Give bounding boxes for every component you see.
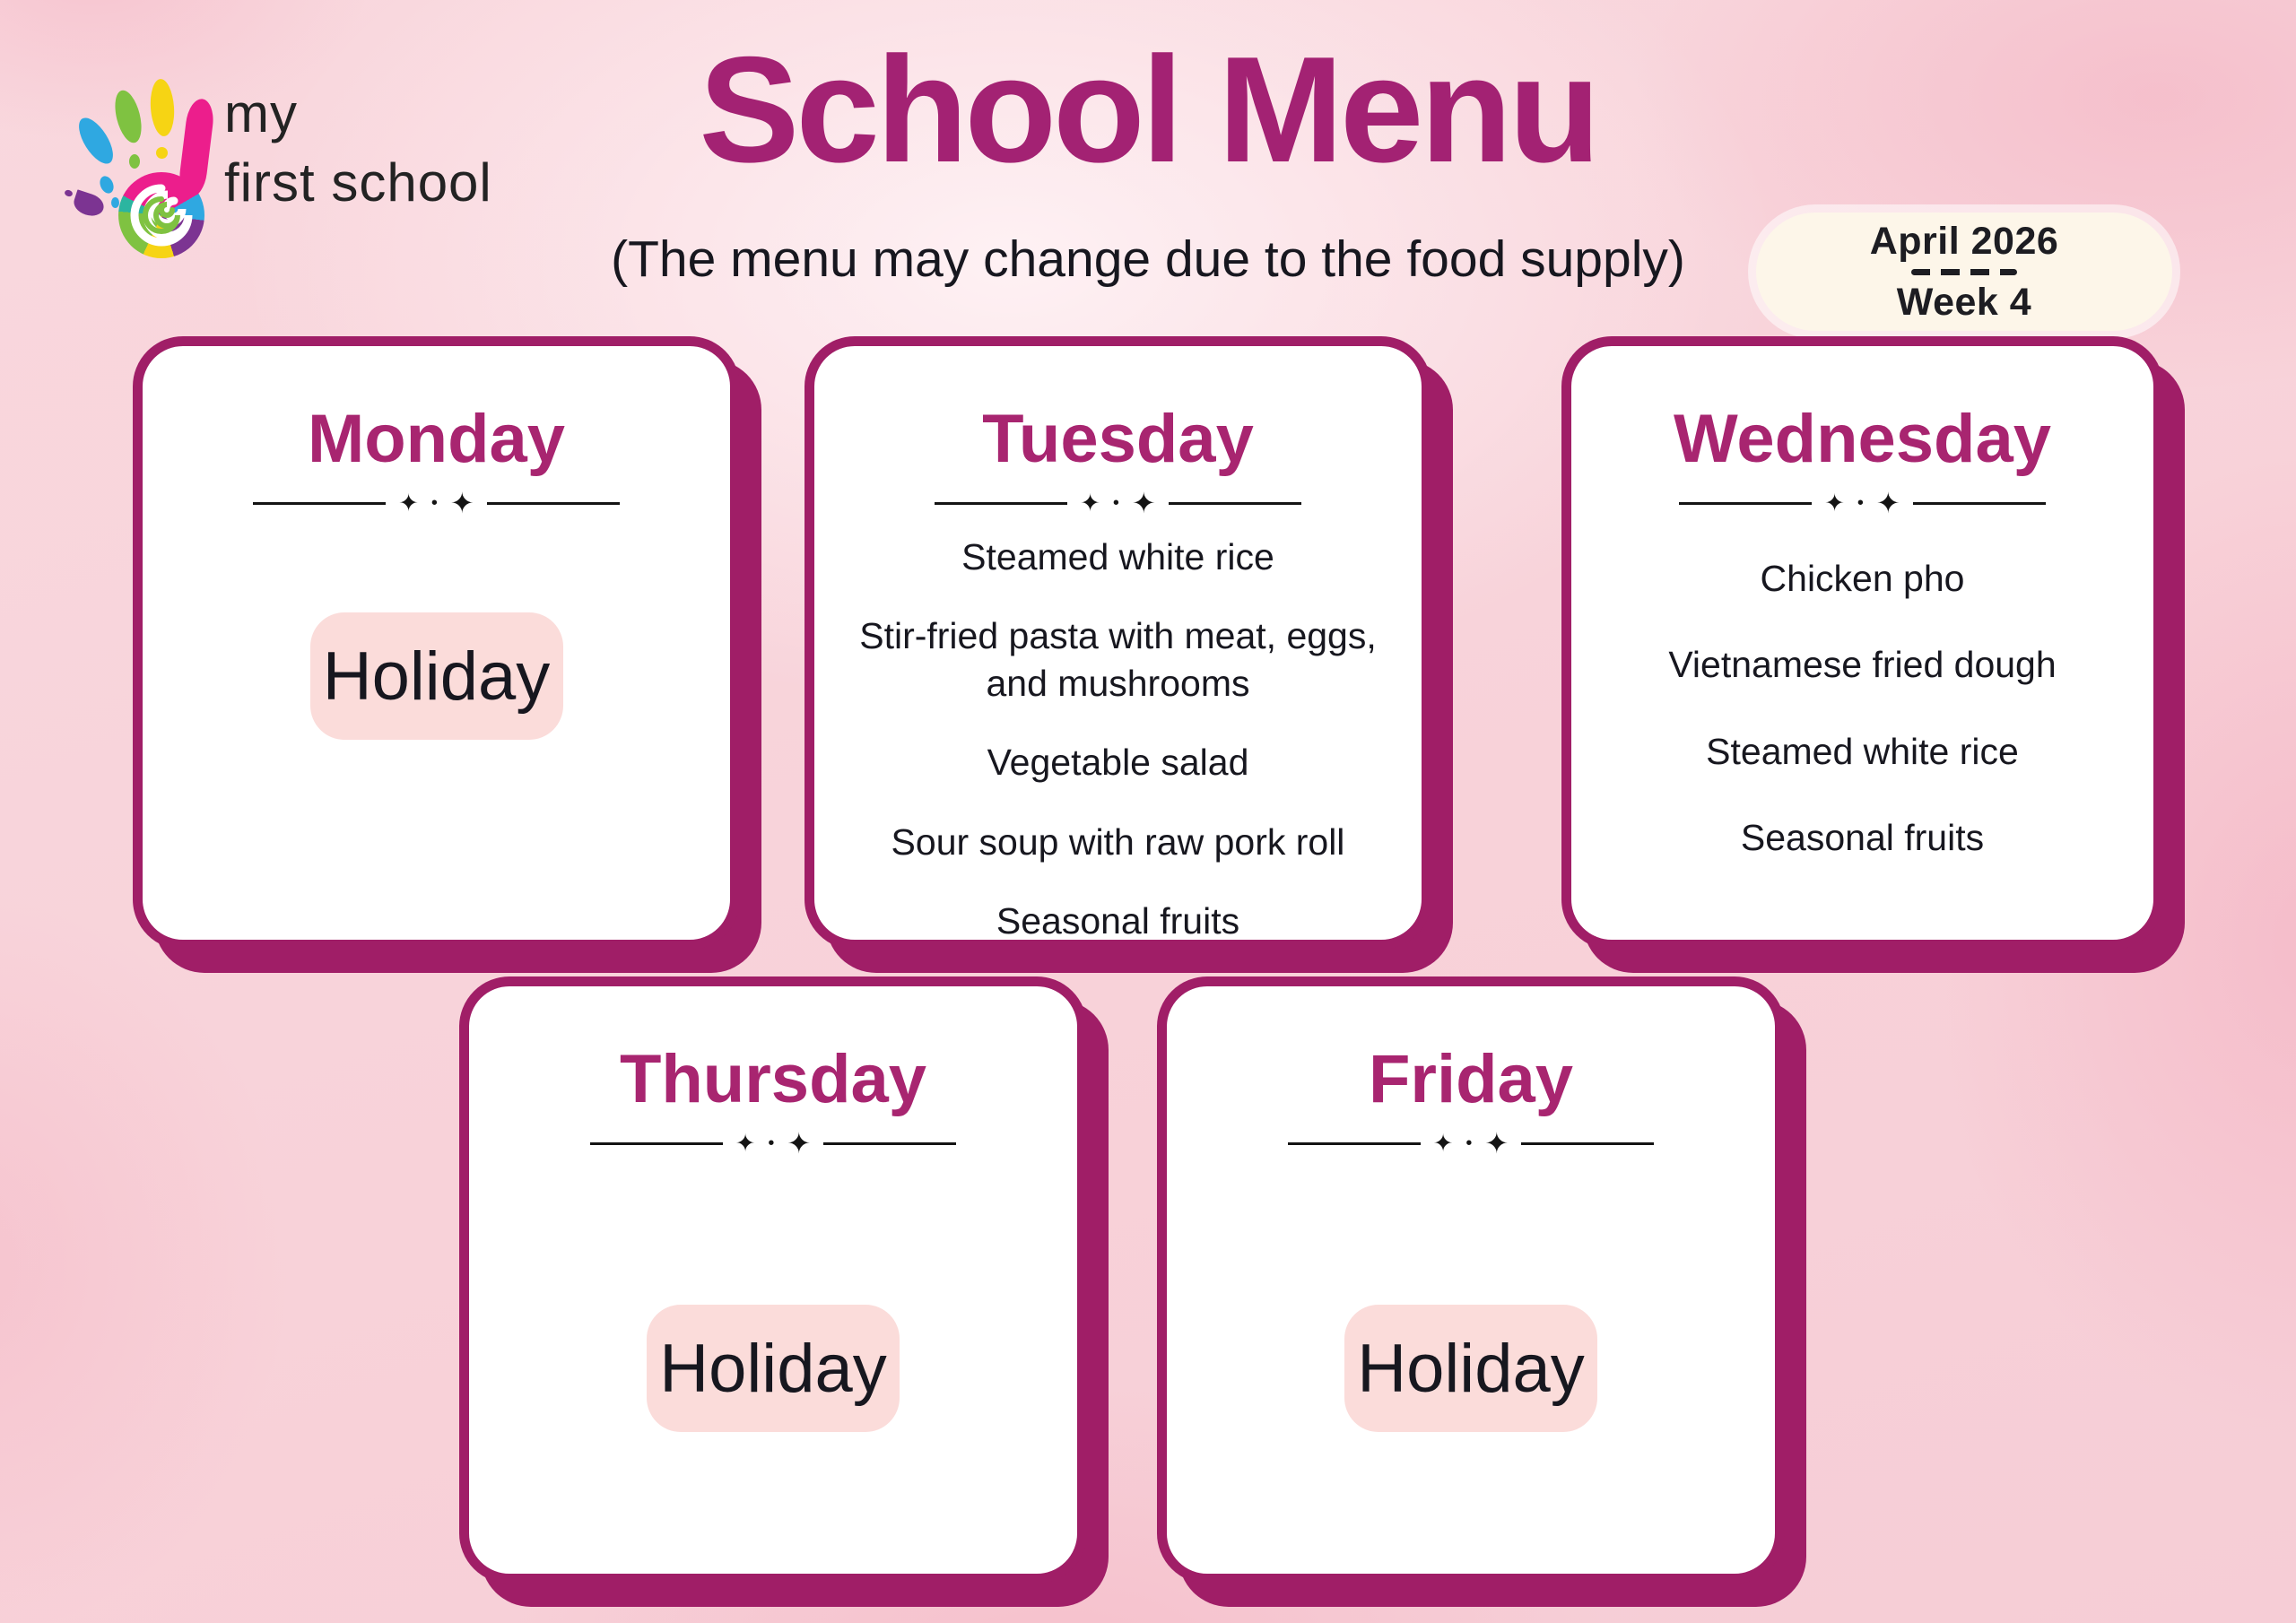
sparkle-icon: ✦ xyxy=(1824,489,1845,516)
day-card-thursday xyxy=(459,976,1087,1584)
day-card-wednesday xyxy=(1561,336,2163,950)
sparkle-icon: ✦ xyxy=(1080,489,1100,516)
divider-line xyxy=(487,502,620,505)
divider-line xyxy=(1521,1142,1654,1145)
menu-item: Sour soup with raw pork roll xyxy=(891,820,1345,863)
menu-item: Vegetable salad xyxy=(987,742,1249,784)
day-card-tuesday xyxy=(804,336,1431,950)
dot-icon: • xyxy=(1112,493,1119,513)
divider-line xyxy=(1913,502,2046,505)
date-badge xyxy=(1756,213,2172,331)
sparkle-divider xyxy=(253,489,619,517)
day-card-friday xyxy=(1157,976,1785,1584)
sparkle-icon: ✦ xyxy=(1131,487,1156,519)
divider-line xyxy=(1679,502,1812,505)
menu-list xyxy=(1600,555,2124,862)
sparkle-icon: ✦ xyxy=(1484,1127,1509,1159)
divider-line xyxy=(1169,502,1301,505)
day-title: Wednesday xyxy=(1674,401,2051,477)
dot-icon: • xyxy=(1465,1133,1473,1153)
day-title: Monday xyxy=(307,401,566,477)
logo-line1: my xyxy=(224,83,298,143)
divider-line xyxy=(253,502,386,505)
day-card-monday xyxy=(133,336,740,950)
dot-icon: • xyxy=(1857,493,1864,513)
menu-list xyxy=(845,534,1391,945)
badge-month: April 2026 xyxy=(1869,219,2059,263)
logo-line2: first school xyxy=(224,152,492,213)
holiday-chip: Holiday xyxy=(1344,1305,1597,1432)
sparkle-icon: ✦ xyxy=(449,487,474,519)
menu-item: Steamed white rice xyxy=(961,536,1274,577)
day-title: Tuesday xyxy=(982,401,1254,477)
divider-line xyxy=(1288,1142,1421,1145)
menu-item: Chicken pho xyxy=(1760,558,1965,599)
badge-dashes-divider xyxy=(1911,269,2017,275)
dot-icon: • xyxy=(430,493,438,513)
day-title: Thursday xyxy=(619,1041,927,1117)
sparkle-icon: ✦ xyxy=(735,1129,756,1157)
sparkle-divider xyxy=(935,489,1300,517)
holiday-chip: Holiday xyxy=(647,1305,900,1432)
divider-line xyxy=(935,502,1067,505)
day-title: Friday xyxy=(1368,1041,1574,1117)
menu-item: Seasonal fruits xyxy=(1740,817,1985,859)
sparkle-icon: ✦ xyxy=(1875,487,1900,519)
divider-line xyxy=(823,1142,956,1145)
sparkle-divider xyxy=(590,1129,956,1158)
menu-item: Steamed white rice xyxy=(1706,730,2019,772)
sparkle-icon: ✦ xyxy=(787,1127,812,1159)
sparkle-icon: ✦ xyxy=(1432,1129,1454,1157)
page-title: School Menu xyxy=(699,25,1597,194)
page-subtitle: (The menu may change due to the food supply) xyxy=(611,230,1685,288)
holiday-chip: Holiday xyxy=(310,612,563,740)
badge-week: Week 4 xyxy=(1896,280,2032,324)
sparkle-icon: ✦ xyxy=(398,489,419,516)
menu-item: Vietnamese fried dough xyxy=(1668,644,2057,686)
sparkle-divider xyxy=(1679,489,2045,517)
divider-line xyxy=(590,1142,723,1145)
sparkle-divider xyxy=(1288,1129,1654,1158)
menu-item: Stir-fried pasta with meat, eggs, and mushrooms xyxy=(859,615,1377,704)
menu-item: Seasonal fruits xyxy=(996,900,1240,942)
dot-icon: • xyxy=(768,1133,775,1153)
